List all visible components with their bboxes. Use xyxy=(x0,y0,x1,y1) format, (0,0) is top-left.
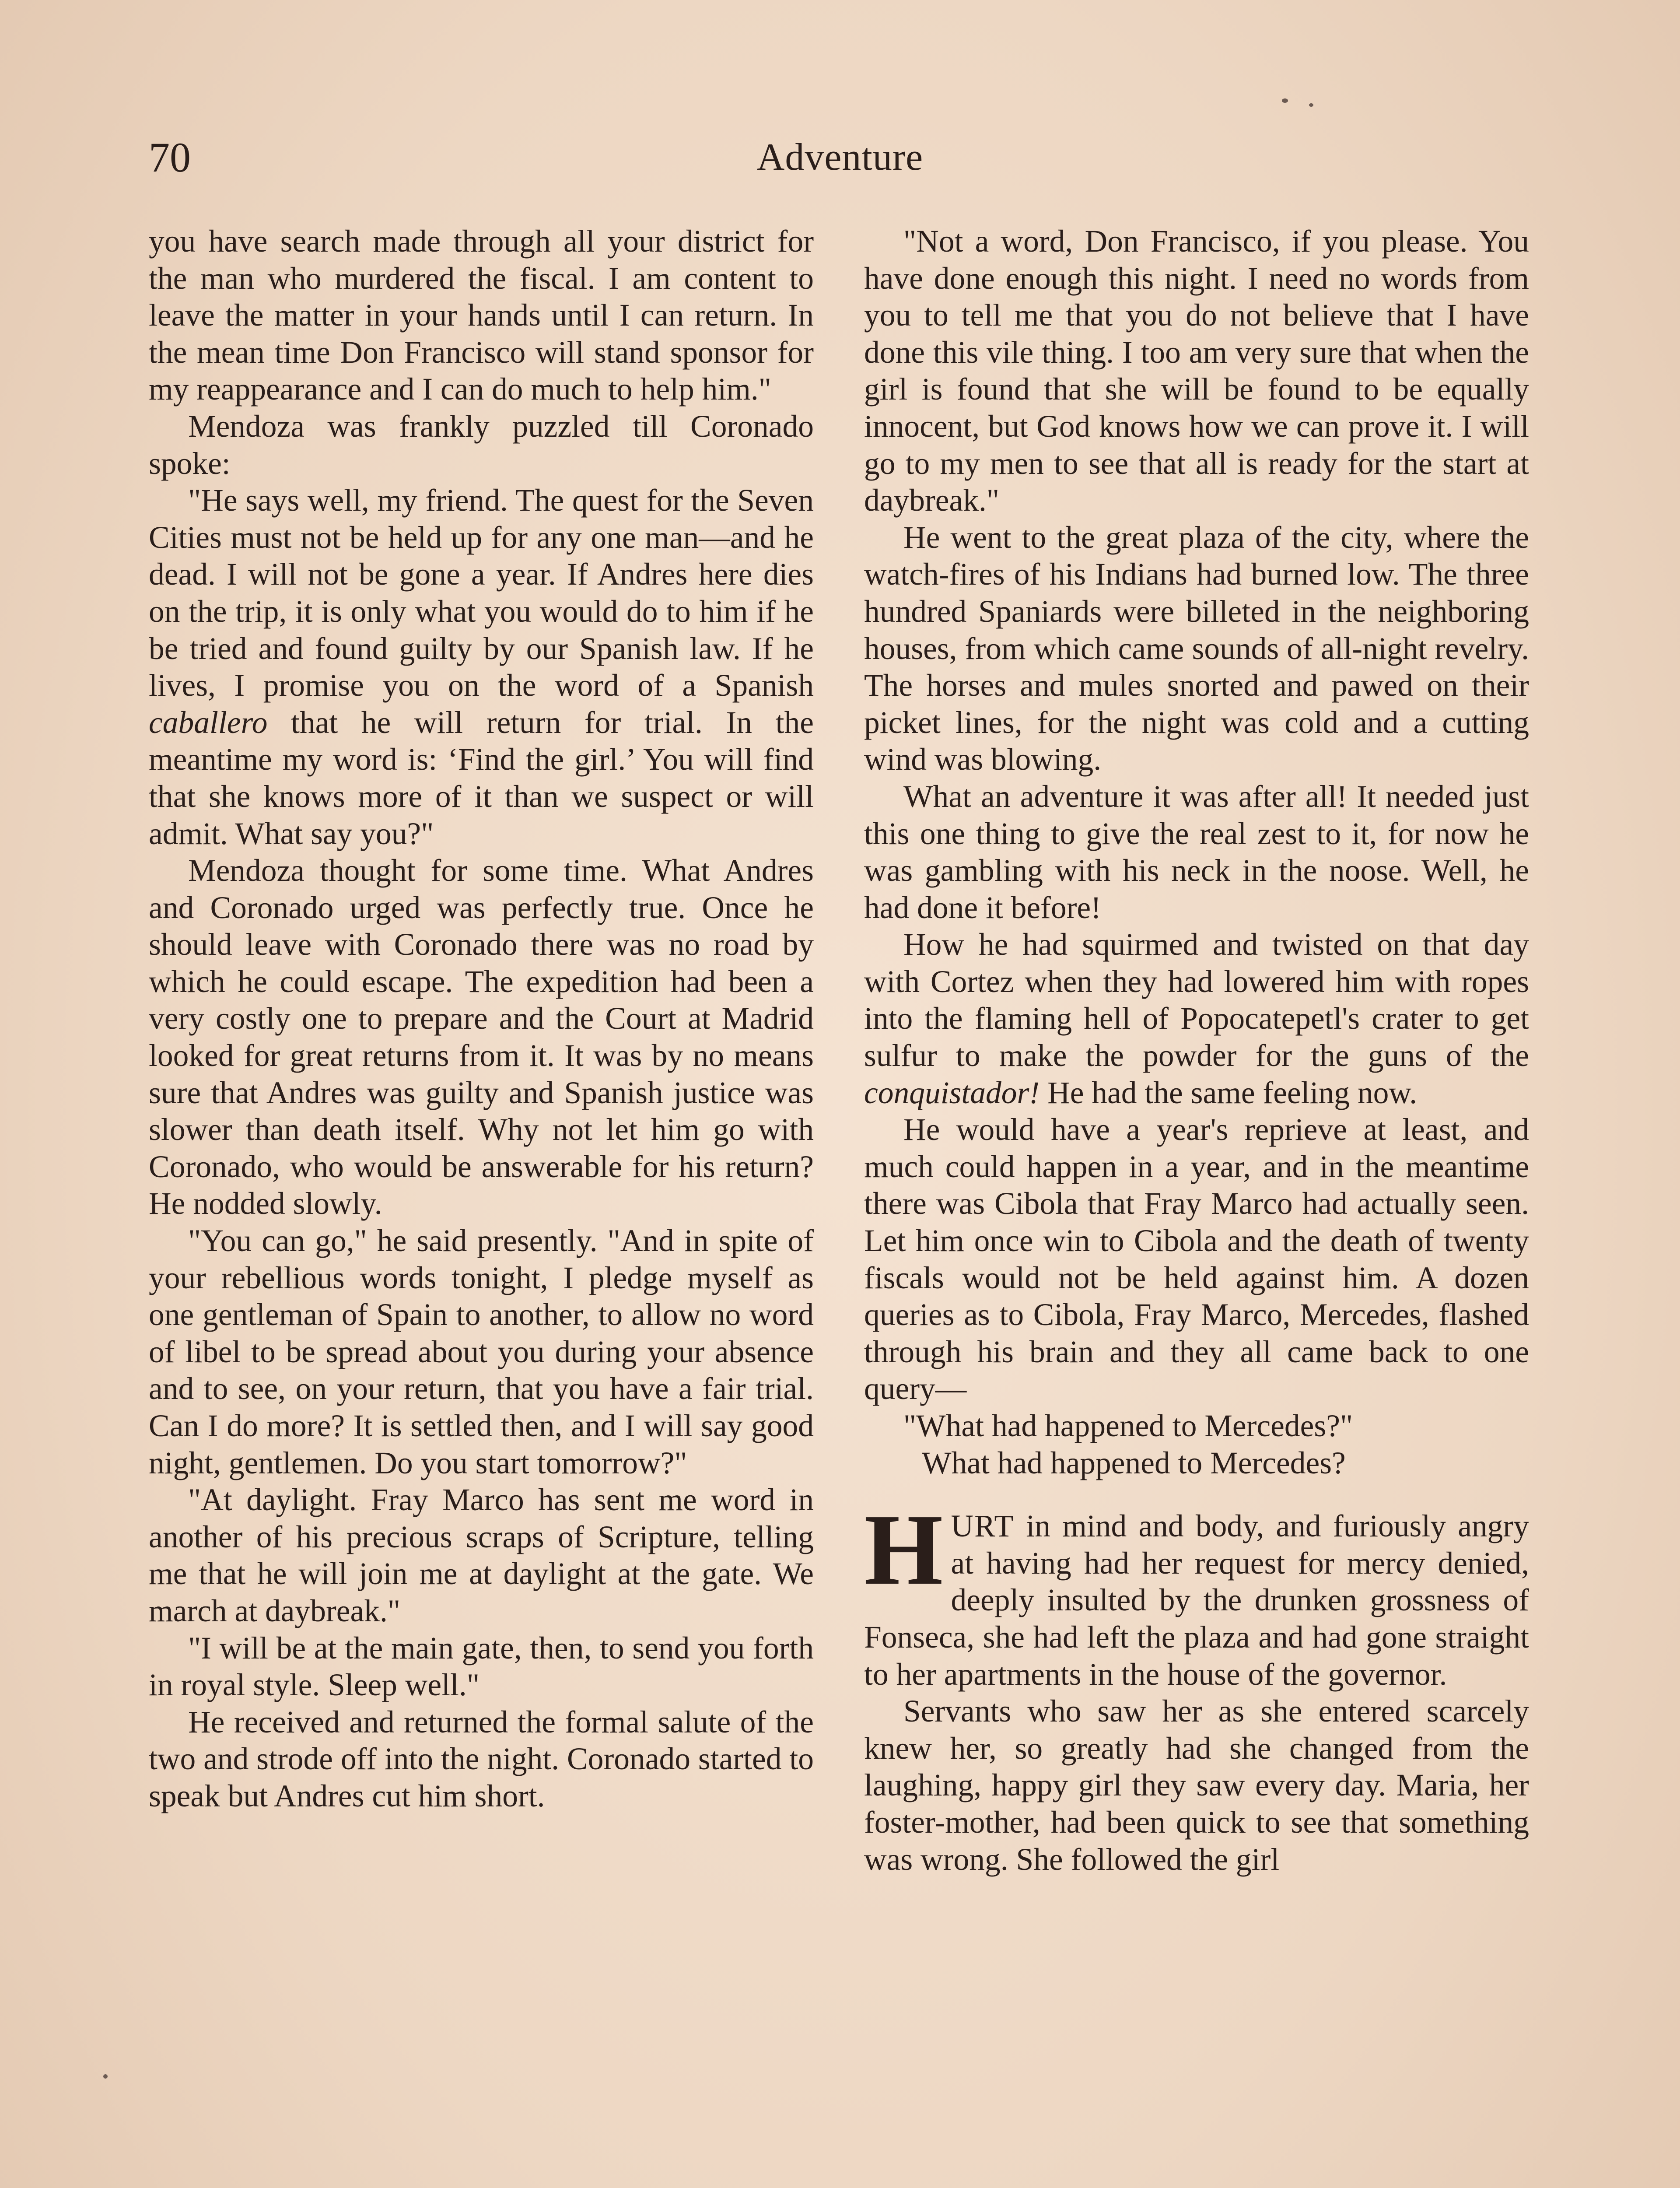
paragraph: What had happened to Mercedes? xyxy=(922,1445,1346,1480)
paragraph-text: How he had squirmed and twisted on that day with Cortez when they had lowered him with ropes into the flaming hell of Popocatepetl's crater to get sulfur to make the powder for the guns of the xyxy=(864,927,1529,1073)
paragraph: He received and returned the formal salute of the two and strode off into the night. Coronado started to speak but Andres cut him short. xyxy=(149,1704,814,1813)
paragraph: Servants who saw her as she entered scarcely knew her, so greatly had she changed from the laughing, happy girl they saw every day. Maria, her foster-mother, had been quick to see that something was wrong. She followed the girl xyxy=(864,1694,1529,1877)
italic-word: caballero xyxy=(149,705,268,740)
paragraph: Mendoza was frankly puzzled till Coronado spoke: xyxy=(149,409,814,481)
paragraph: "What had happened to Mercedes?" xyxy=(903,1409,1353,1443)
paragraph xyxy=(864,926,1529,1112)
paragraph-text: He had the same feeling now. xyxy=(1040,1075,1418,1110)
small-caps-lead: URT xyxy=(951,1509,1015,1544)
paragraph: you have search made through all your district for the man who murdered the fiscal. I am content to leave the matter in your hands until I can return. In the mean time Don Francisco will stand sponsor for my reappearance and I can do much to help him." xyxy=(149,224,814,407)
paragraph-text: "He says well, my friend. The quest for the Seven Cities must not be held up for any one man—and he dead. I will not be gone a year. If Andres here dies on the trip, it is only what you would do to him if he be tried and found guilty by our Spanish law. If he lives, I promise you on the word of a Spanish xyxy=(149,483,814,703)
paragraph: He went to the great plaza of the city, where the watch-fires of his Indians had burned low. The three hundred Spaniards were billeted in the neighboring houses, from which came sounds of all-night revelry. The horses and mules snorted and pawed on their picket lines, for the night was cold and a cutting wind was blowing. xyxy=(864,520,1529,777)
paragraph: "At daylight. Fray Marco has sent me word in another of his precious scraps of Scripture, telling me that he will join me at daylight at the gate. We march at daybreak." xyxy=(149,1483,814,1628)
paragraph-text: that he will return for trial. In the meantime my word is: ‘Find the girl.’ You will find that she knows more of it than we suspect or will admit. What say you?" xyxy=(149,705,814,851)
section-opening-paragraph xyxy=(864,1494,1529,1693)
paragraph-text: in mind and body, and furiously angry at having had her request for mercy denied, deeply insulted by the drunken grossness of Fonseca, she had left the plaza and had gone straight to her apartments in the house of the governor. xyxy=(864,1509,1529,1692)
page-number: 70 xyxy=(149,134,191,181)
paragraph: Mendoza thought for some time. What Andres and Coronado urged was perfectly true. Once he should leave with Coronado there was no road by which he could escape. The expedition had been a very costly one to prepare and the Court at Madrid looked for great returns from it. It was by no means sure that Andres was guilty and Spanish justice was slower than death itself. Why not let him go with Coronado, who would be answerable for his return? He nodded slowly. xyxy=(149,853,814,1221)
paper-speck xyxy=(1309,103,1313,107)
running-head: Adventure xyxy=(756,136,924,179)
paragraph: He would have a year's reprieve at least, and much could happen in a year, and in the meantime there was Cibola that Fray Marco had actually seen. Let him once win to Cibola and the death of twenty fiscals would not be held against him. A dozen queries as to Cibola, Fray Marco, Mercedes, flashed through his brain and they all came back to one query— xyxy=(864,1112,1529,1406)
left-column xyxy=(149,223,814,1815)
right-column xyxy=(864,223,1529,1878)
paragraph xyxy=(149,482,814,852)
paragraph: What an adventure it was after all! It needed just this one thing to give the real zest to it, for now he was gambling with his neck in the noose. Well, he had done it before! xyxy=(864,779,1529,925)
page-header xyxy=(149,131,1531,184)
italic-word: conquistador! xyxy=(864,1075,1040,1110)
paper-speck xyxy=(103,2074,108,2079)
drop-cap: H xyxy=(864,1494,943,1606)
paragraph: "Not a word, Don Francisco, if you please. You have done enough this night. I need no words from you to tell me that you do not believe that I have done this vile thing. I too am very sure that when the girl is found that she will be found to be equally innocent, but God knows how we can prove it. I will go to my men to see that all is ready for the start at daybreak." xyxy=(864,224,1529,518)
paragraph: "You can go," he said presently. "And in spite of your rebellious words tonight, I pledge myself as one gentleman of Spain to another, to allow no word of libel to be spread about you during your absence and to see, on your return, that you have a fair trial. Can I do more? It is settled then, and I will say good night, gentlemen. Do you start tomorrow?" xyxy=(149,1224,814,1480)
paper-speck xyxy=(1282,98,1288,103)
paragraph: "I will be at the main gate, then, to send you forth in royal style. Sleep well." xyxy=(149,1630,814,1703)
